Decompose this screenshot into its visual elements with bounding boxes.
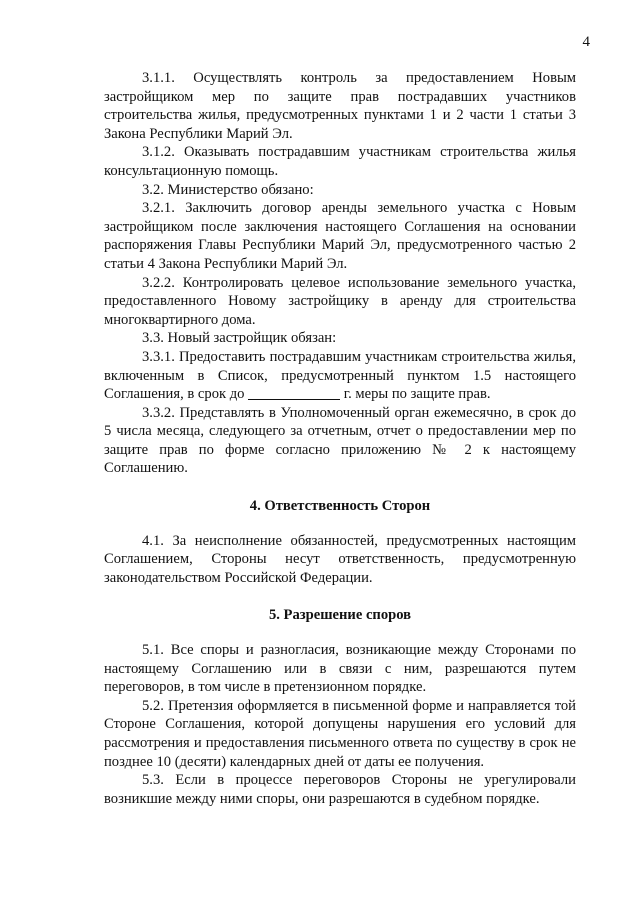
paragraph-3-3-2: 3.3.2. Представлять в Уполномоченный орган ежемесячно, в срок до 5 числа месяца, следующего за отчетным, отчет о предоставлении мер по защите прав по форме согласно приложению № 2 к настоящему Соглашению. (104, 404, 576, 477)
paragraph-3-3: 3.3. Новый застройщик обязан: (142, 330, 337, 347)
paragraph-4-1: 4.1. За неисполнение обязанностей, предусмотренных настоящим Соглашением, Стороны несут ответственность, предусмотренную законодательством Российской Федерации. (104, 532, 576, 586)
paragraph-3-2-2: 3.2.2. Контролировать целевое использование земельного участка, предоставленного Новому застройщику в аренду для строительства многоквартирного дома. (104, 274, 576, 328)
paragraph-5-1: 5.1. Все споры и разногласия, возникающие между Сторонами по настоящему Соглашению или в связи с ним, разрешаются путем переговоров, в том числе в претензионном порядке. (104, 642, 576, 696)
deadline-blank-line (248, 385, 340, 400)
document-body (104, 69, 576, 808)
paragraph-3-3-1-text-end: г. меры по защите прав. (340, 386, 491, 403)
paragraph-3-2: 3.2. Министерство обязано: (142, 181, 314, 198)
paragraph-3-1-1: 3.1.1. Осуществлять контроль за предоставлением Новым застройщиком мер по защите прав пострадавших участников строительства жилья, предусмотренных пунктами 1 и 2 части 1 статьи 3 Закона Республики Марий Эл. (104, 70, 576, 142)
paragraph-5-3: 5.3. Если в процессе переговоров Стороны не урегулировали возникшие между ними споры, они разрешаются в судебном порядке. (104, 772, 576, 807)
page-number: 4 (582, 34, 590, 50)
paragraph-3-2-1: 3.2.1. Заключить договор аренды земельного участка с Новым застройщиком после заключения настоящего Соглашения на основании распоряжения Главы Республики Марий Эл, предусмотренного частью 2 статьи 4 Закона Республики Марий Эл. (104, 200, 576, 272)
section-4-heading: 4. Ответственность Сторон (249, 498, 431, 515)
paragraph-3-1-2: 3.1.2. Оказывать пострадавшим участникам строительства жилья консультационную помощь. (104, 144, 576, 179)
paragraph-5-2: 5.2. Претензия оформляется в письменной форме и направляется той Стороне Соглашения, которой допущены нарушения его условий для рассмотрения и предоставления письменного ответа по существу в срок не позднее 10 (десяти) календарных дней от даты ее получения. (104, 697, 576, 770)
paragraph-3-3-1-text-start: 3.3.1. Предоставить пострадавшим участникам строительства жилья, включенным в Список, предусмотренный пунктом 1.5 настоящего Соглашения, в срок до (104, 348, 576, 403)
paragraph-3-3-1 (104, 348, 576, 404)
section-5-heading: 5. Разрешение споров (268, 607, 412, 624)
